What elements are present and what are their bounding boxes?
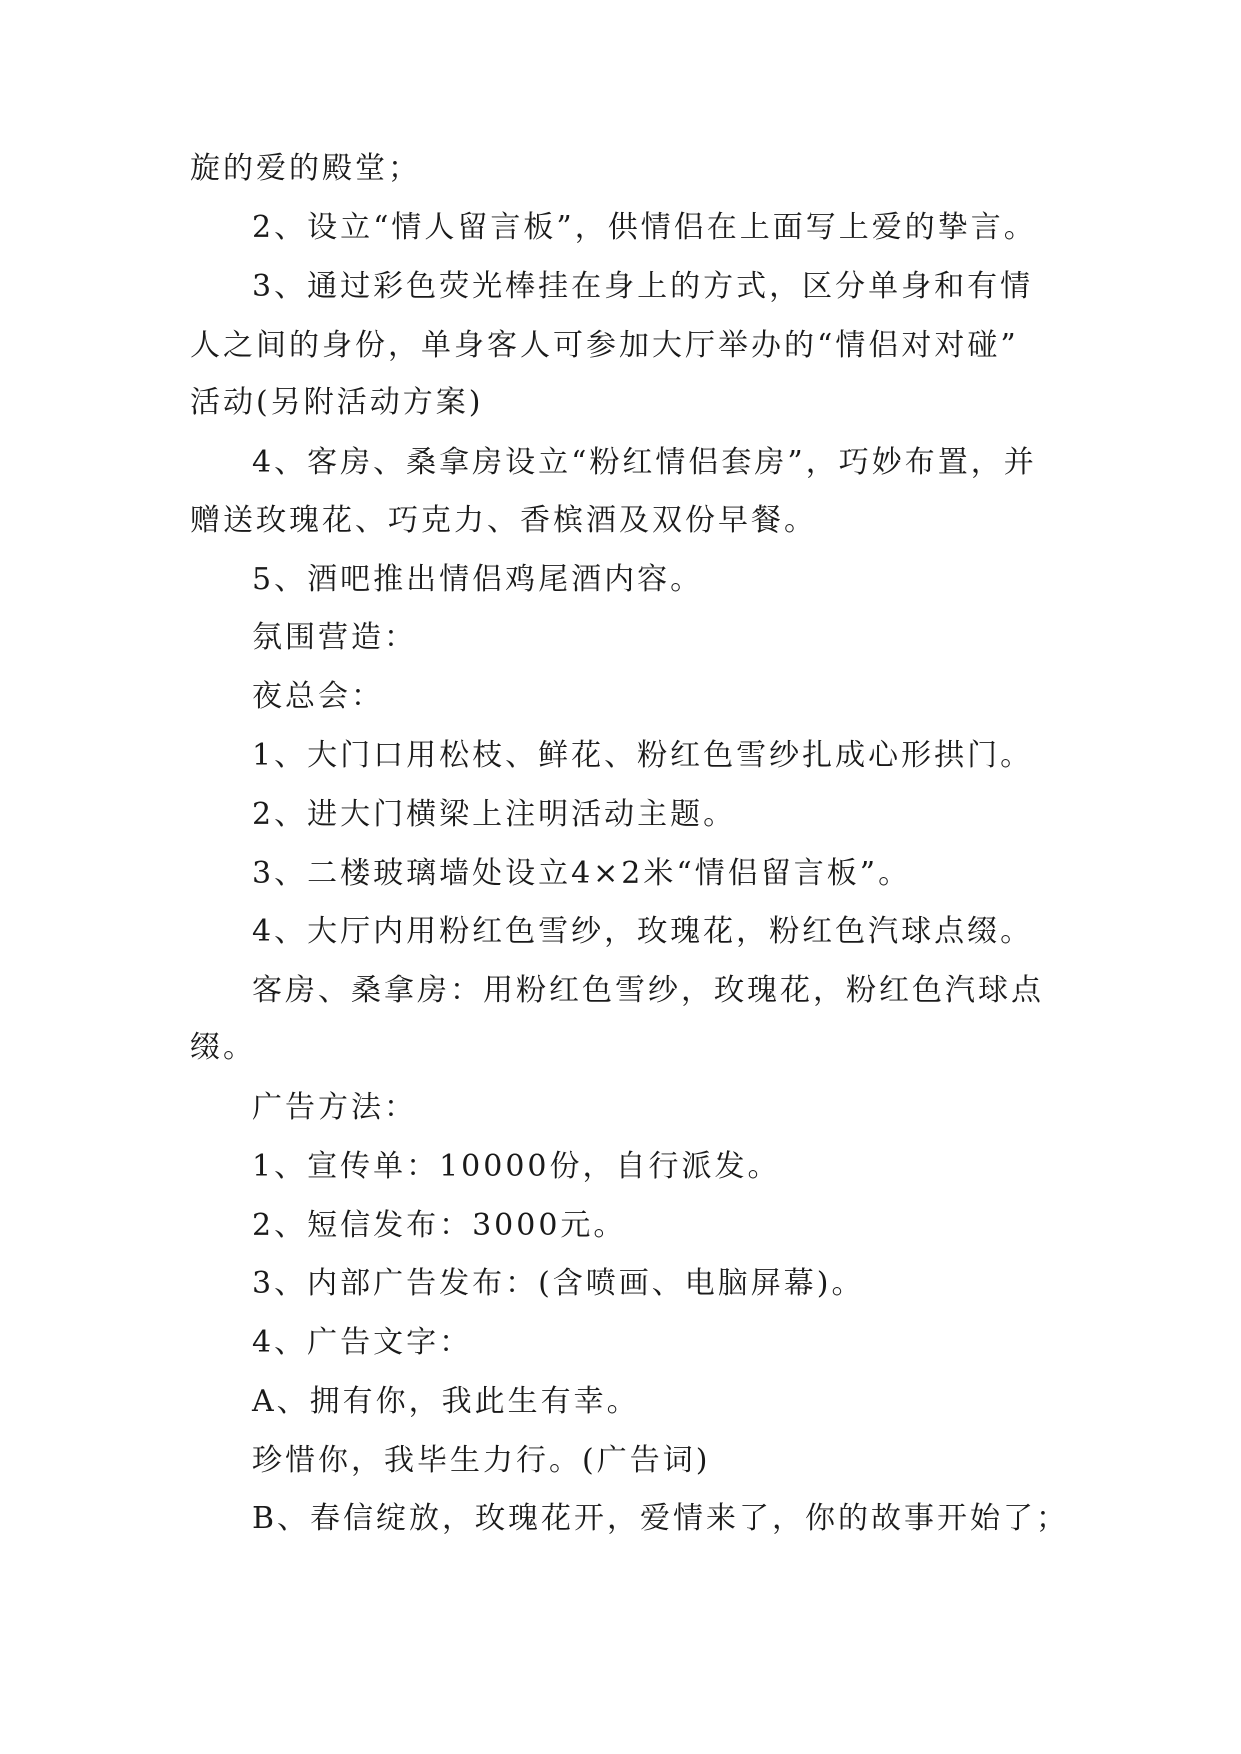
text-line: 3、通过彩色荧光棒挂在身上的方式，区分单身和有情 [252, 269, 1034, 304]
section-heading: 氛围营造： [252, 620, 417, 655]
text-line: 活动(另附活动方案) [190, 385, 484, 420]
text-line: 1、宣传单：10000份，自行派发。 [252, 1149, 781, 1184]
text-line: 缀。 [190, 1030, 256, 1065]
text-line: 珍惜你，我毕生力行。(广告词) [252, 1443, 711, 1478]
text-line: A、拥有你，我此生有幸。 [252, 1384, 640, 1419]
text-line: 人之间的身份，单身客人可参加大厅举办的“情侣对对碰” [190, 328, 1019, 363]
text-line: 旋的爱的殿堂； [190, 151, 421, 186]
text-line: 4、广告文字： [252, 1325, 473, 1360]
text-line: 3、内部广告发布：(含喷画、电脑屏幕)。 [252, 1266, 865, 1301]
text-line: 4、大厅内用粉红色雪纱，玫瑰花，粉红色汽球点缀。 [252, 914, 1034, 949]
text-line: 客房、桑拿房：用粉红色雪纱，玫瑰花，粉红色汽球点 [252, 973, 1044, 1008]
text-line: 2、进大门横梁上注明活动主题。 [252, 797, 737, 832]
text-line: 3、二楼玻璃墙处设立4×2米“情侣留言板”。 [252, 856, 912, 891]
section-heading: 广告方法： [252, 1090, 417, 1125]
text-line: 5、酒吧推出情侣鸡尾酒内容。 [252, 562, 704, 597]
section-heading: 夜总会： [252, 679, 384, 714]
text-line: 2、设立“情人留言板”，供情侣在上面写上爱的挚言。 [252, 210, 1037, 245]
text-line: 赠送玫瑰花、巧克力、香槟酒及双份早餐。 [190, 503, 817, 538]
text-line: 4、客房、桑拿房设立“粉红情侣套房”，巧妙布置，并 [252, 445, 1037, 480]
text-line: 2、短信发布：3000元。 [252, 1208, 627, 1243]
text-line: 1、大门口用松枝、鲜花、粉红色雪纱扎成心形拱门。 [252, 738, 1034, 773]
text-line: B、春信绽放，玫瑰花开，爱情来了，你的故事开始了； [252, 1501, 1070, 1536]
